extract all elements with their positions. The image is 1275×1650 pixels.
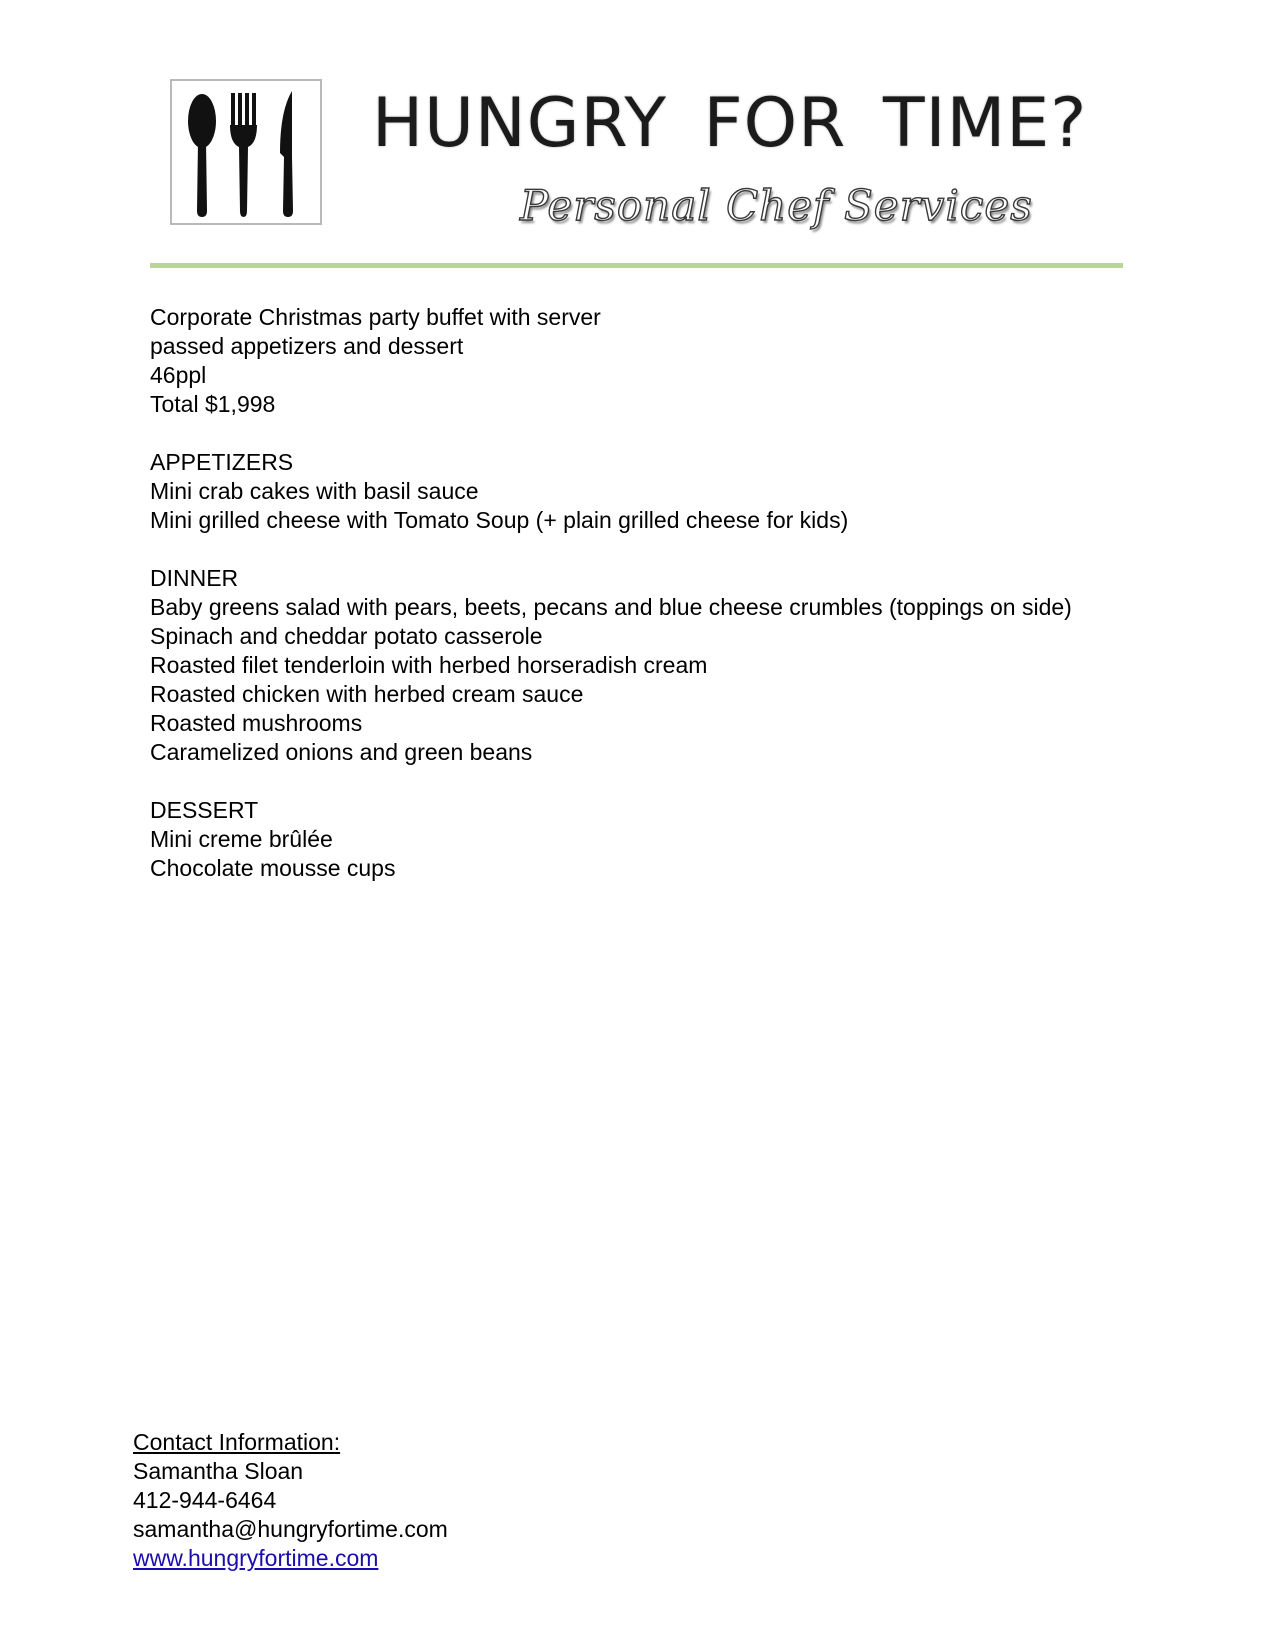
spacer — [150, 419, 1110, 448]
contact-heading: Contact Information: — [133, 1429, 341, 1455]
contact-name: Samantha Sloan — [133, 1458, 304, 1484]
website-link[interactable]: www.hungryfortime.com — [133, 1545, 379, 1571]
service-description: passed appetizers and dessert — [150, 333, 464, 359]
dessert-item: Chocolate mousse cups — [150, 855, 396, 881]
header-divider — [150, 263, 1123, 268]
spacer — [150, 535, 1110, 564]
dessert-heading: DESSERT — [150, 797, 259, 823]
total-price: Total $1,998 — [150, 391, 276, 417]
brand-subtitle: Personal Chef Services — [520, 181, 1033, 230]
brand-title: HUNGRY FOR TIME? — [372, 84, 1088, 163]
dinner-heading: DINNER — [150, 565, 239, 591]
dessert-item: Mini creme brûlée — [150, 826, 333, 852]
dinner-item: Roasted chicken with herbed cream sauce — [150, 681, 584, 707]
dinner-item: Spinach and cheddar potato casserole — [150, 623, 543, 649]
spacer — [150, 767, 1110, 796]
dinner-item: Roasted mushrooms — [150, 710, 363, 736]
appetizer-item: Mini grilled cheese with Tomato Soup (+ plain grilled cheese for kids) — [150, 507, 849, 533]
contact-email: samantha@hungryfortime.com — [133, 1516, 448, 1542]
dinner-item: Caramelized onions and green beans — [150, 739, 533, 765]
dinner-item: Baby greens salad with pears, beets, pecans and blue cheese crumbles (toppings on side) — [150, 594, 1072, 620]
dinner-item: Roasted filet tenderloin with herbed horseradish cream — [150, 652, 708, 678]
appetizers-heading: APPETIZERS — [150, 449, 294, 475]
guest-count: 46ppl — [150, 362, 207, 388]
menu-body — [150, 303, 1110, 883]
contact-block — [133, 1428, 448, 1573]
spoon-fork-knife-icon — [172, 81, 320, 223]
logo — [170, 79, 322, 225]
event-description: Corporate Christmas party buffet with server — [150, 304, 601, 330]
contact-phone: 412-944-6464 — [133, 1487, 277, 1513]
appetizer-item: Mini crab cakes with basil sauce — [150, 478, 479, 504]
